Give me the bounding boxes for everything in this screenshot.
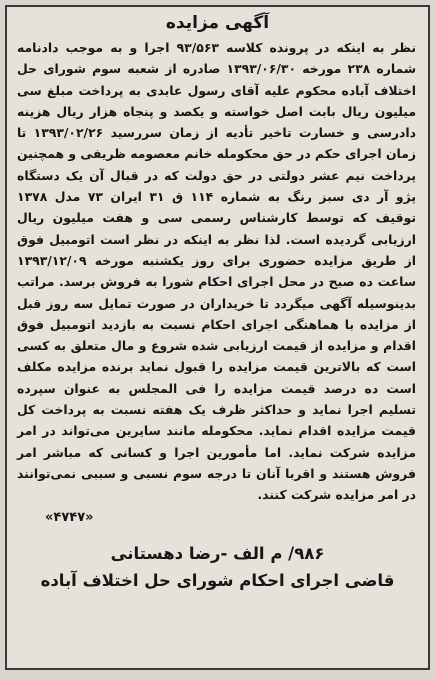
notice-title: آگهی مزایده [165,13,270,33]
signature-name-line: ۹۸۶/ م الف -رضا دهستانی [110,543,325,563]
notice-body: نظر به اینکه در پرونده کلاسه ۹۳/۵۶۳ اجرا و به موجب دادنامه شماره ۲۳۸ مورخه ۱۳۹۳/۰۶/۳۰ صادره از شعبه سوم شورای حل اختلاف آباده محکوم علیه آقای رسول عابدی به پرداخت مبلغ سی میلیون ریال بابت اصل خواسته و یکصد و پنجاه هزار ریال هزینه دادرسی و خسارت تاخیر تأدیه از زمان سررسید ۱۳۹۳/۰۲/۲۶ تا زمان اجرای حکم در حق محکومله خانم معصومه ظریفی و همچنین پرداخت نیم عشر دولتی در حق دولت که در قبال آن یک دستگاه پژو آر دی سبز رنگ به شماره ۱۱۴ ق ۳۱ ایران ۷۳ مدل ۱۳۷۸ توقیف که توسط کارشناس رسمی سی و هفت میلیون ریال ارزیابی گردیده است. لذا نظر به اینکه در نظر است اتومبیل فوق از طریق مزایده حضوری برای روز یکشنبه مورخه ۱۳۹۳/۱۲/۰۹ ساعت ده صبح در محل اجرای احکام شورا به فروش برسد. مراتب بدینوسیله آگهی میگردد تا خریداران در صورت تمایل سه روز قبل از مزایده با هماهنگی اجرای احکام نسبت به بازدید اتومبیل فوق اقدام و مزایده از قیمت ارزیابی شده شروع و مال متعلق به کسی است که بالاترین قیمت مزایده را قبول نماید برنده مزایده مکلف است ده درصد قیمت مزایده را فی المجلس به عنوان سپرده تسلیم اجرا نماید و حداکثر ظرف یک هفته نسبت به پرداخت کل قیمت مزایده اقدام نماید. محکومله مانند سایرین می‌تواند در امر مزایده شرکت نماید. اما مأمورین اجرا و کسانی که مباشر امر فروش هستند و اقربا آنان تا درجه سوم نسبی و سببی نمی‌توانند در امر مزایده شرکت کنند. [17,40,417,503]
signature-block [7,540,428,594]
signature-title-line: قاضی اجرای احکام شورای حل اختلاف آباده [40,570,395,590]
auction-notice [5,5,430,670]
reference-number: «۴۷۴۷» [45,509,94,525]
